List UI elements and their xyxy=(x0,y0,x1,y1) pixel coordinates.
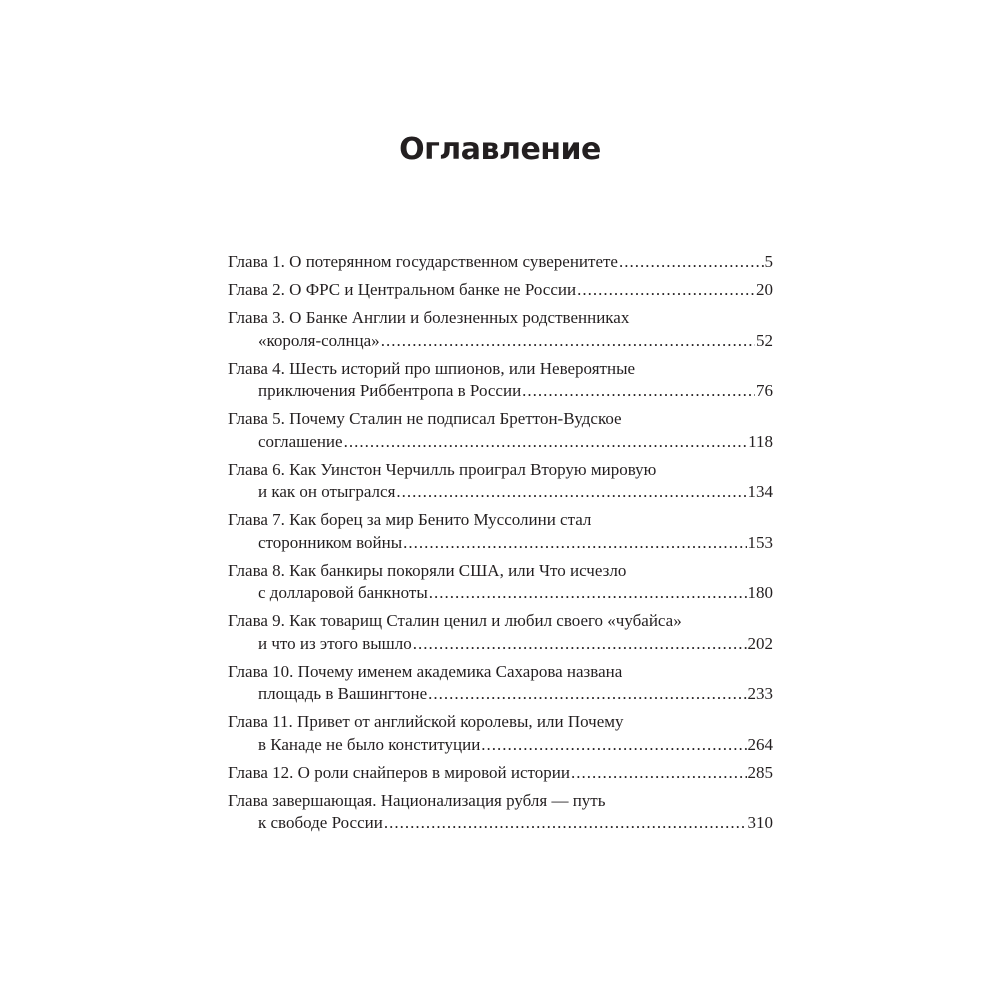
chapter-title: приключения Риббентропа в России xyxy=(258,381,522,400)
toc-entry-line xyxy=(228,560,773,583)
toc-entry[interactable] xyxy=(228,790,773,835)
toc-entry[interactable] xyxy=(228,251,773,274)
page-number: 118 xyxy=(748,431,773,451)
page-number: 134 xyxy=(747,482,773,501)
chapter-title: к свободе России xyxy=(258,813,383,832)
toc-entry-line xyxy=(228,532,773,555)
chapter-title: Глава 11. Привет от английской королевы, или Почему xyxy=(228,712,624,731)
page-number: 153 xyxy=(747,532,773,552)
chapter-title: соглашение xyxy=(258,431,343,451)
toc-entry-line xyxy=(228,711,773,734)
toc-entry-line xyxy=(228,762,773,785)
chapter-title: Глава 4. Шесть историй про шпионов, или Невероятные xyxy=(228,358,636,378)
chapter-title: и как он отыгрался xyxy=(258,482,396,501)
toc-entry-line xyxy=(228,330,773,353)
chapter-title: Глава 1. О потерянном государственном суверенитете xyxy=(228,252,618,271)
dot-leader xyxy=(481,734,746,757)
toc-entry-line xyxy=(228,812,773,835)
page-number: 233 xyxy=(747,684,773,703)
chapter-title: «короля-солнца» xyxy=(258,330,380,350)
chapter-title: Глава 10. Почему именем академика Сахарова названа xyxy=(228,661,623,681)
toc-entry-line xyxy=(228,481,773,504)
toc-entry-line xyxy=(228,459,773,482)
dot-leader xyxy=(619,251,764,274)
toc-entry[interactable] xyxy=(228,610,773,655)
chapter-title: Глава 12. О роли снайперов в мировой истории xyxy=(228,762,570,782)
toc-entry[interactable] xyxy=(228,279,773,302)
toc-entry[interactable] xyxy=(228,560,773,605)
dot-leader xyxy=(522,380,755,403)
toc-entry-line xyxy=(228,582,773,605)
toc-entry[interactable] xyxy=(228,459,773,504)
toc-entry-line xyxy=(228,251,773,274)
chapter-title: с долларовой банкноты xyxy=(258,583,428,602)
dot-leader xyxy=(403,532,746,555)
dot-leader xyxy=(428,683,746,706)
toc-entry-line xyxy=(228,633,773,656)
chapter-title: Глава завершающая. Национализация рубля — путь xyxy=(228,790,606,810)
page-number: 202 xyxy=(747,633,773,653)
toc-entry-line xyxy=(228,734,773,757)
toc-entry-line xyxy=(228,358,773,381)
dot-leader xyxy=(396,481,746,504)
page-number: 52 xyxy=(756,330,773,350)
chapter-title: Глава 5. Почему Сталин не подписал Бреттон-Вудское xyxy=(228,409,622,428)
page-number: 20 xyxy=(756,280,773,299)
toc-entry-line xyxy=(228,307,773,330)
chapter-title: в Канаде не было конституции xyxy=(258,734,481,754)
page-title: Оглавление xyxy=(399,132,601,168)
toc-entry-line xyxy=(228,610,773,633)
dot-leader xyxy=(381,330,755,353)
toc-entry-line xyxy=(228,509,773,532)
chapter-title: площадь в Вашингтоне xyxy=(258,684,428,703)
chapter-title: Глава 3. О Банке Англии и болезненных родственниках xyxy=(228,308,630,327)
toc-entry[interactable] xyxy=(228,762,773,785)
toc-entry-line xyxy=(228,408,773,431)
toc-entry-line xyxy=(228,380,773,403)
toc-entry[interactable] xyxy=(228,661,773,706)
dot-leader xyxy=(429,582,747,605)
chapter-title: Глава 6. Как Уинстон Черчилль проиграл Вторую мировую xyxy=(228,459,657,479)
toc-entry-line xyxy=(228,431,773,454)
page-number: 310 xyxy=(747,813,773,832)
page-number: 76 xyxy=(756,381,773,400)
table-of-contents xyxy=(228,251,773,840)
page-number: 5 xyxy=(764,252,773,271)
page-number: 180 xyxy=(747,583,773,602)
toc-entry[interactable] xyxy=(228,307,773,352)
chapter-title: Глава 8. Как банкиры покоряли США, или Что исчезло xyxy=(228,560,627,580)
dot-leader xyxy=(571,762,747,785)
page-number: 285 xyxy=(747,762,773,782)
dot-leader xyxy=(344,431,748,454)
page-number: 264 xyxy=(747,734,773,754)
chapter-title: и что из этого вышло xyxy=(258,633,412,653)
chapter-title: сторонником войны xyxy=(258,532,403,552)
toc-entry-line xyxy=(228,790,773,813)
chapter-title: Глава 7. Как борец за мир Бенито Муссолини стал xyxy=(228,510,592,529)
toc-entry[interactable] xyxy=(228,509,773,554)
chapter-title: Глава 2. О ФРС и Центральном банке не России xyxy=(228,280,577,299)
dot-leader xyxy=(577,279,755,302)
dot-leader xyxy=(384,812,747,835)
toc-entry-line xyxy=(228,279,773,302)
toc-entry-line xyxy=(228,661,773,684)
toc-entry[interactable] xyxy=(228,711,773,756)
toc-entry[interactable] xyxy=(228,408,773,453)
toc-entry[interactable] xyxy=(228,358,773,403)
toc-entry-line xyxy=(228,683,773,706)
dot-leader xyxy=(413,633,747,656)
chapter-title: Глава 9. Как товарищ Сталин ценил и любил своего «чубайса» xyxy=(228,611,682,630)
